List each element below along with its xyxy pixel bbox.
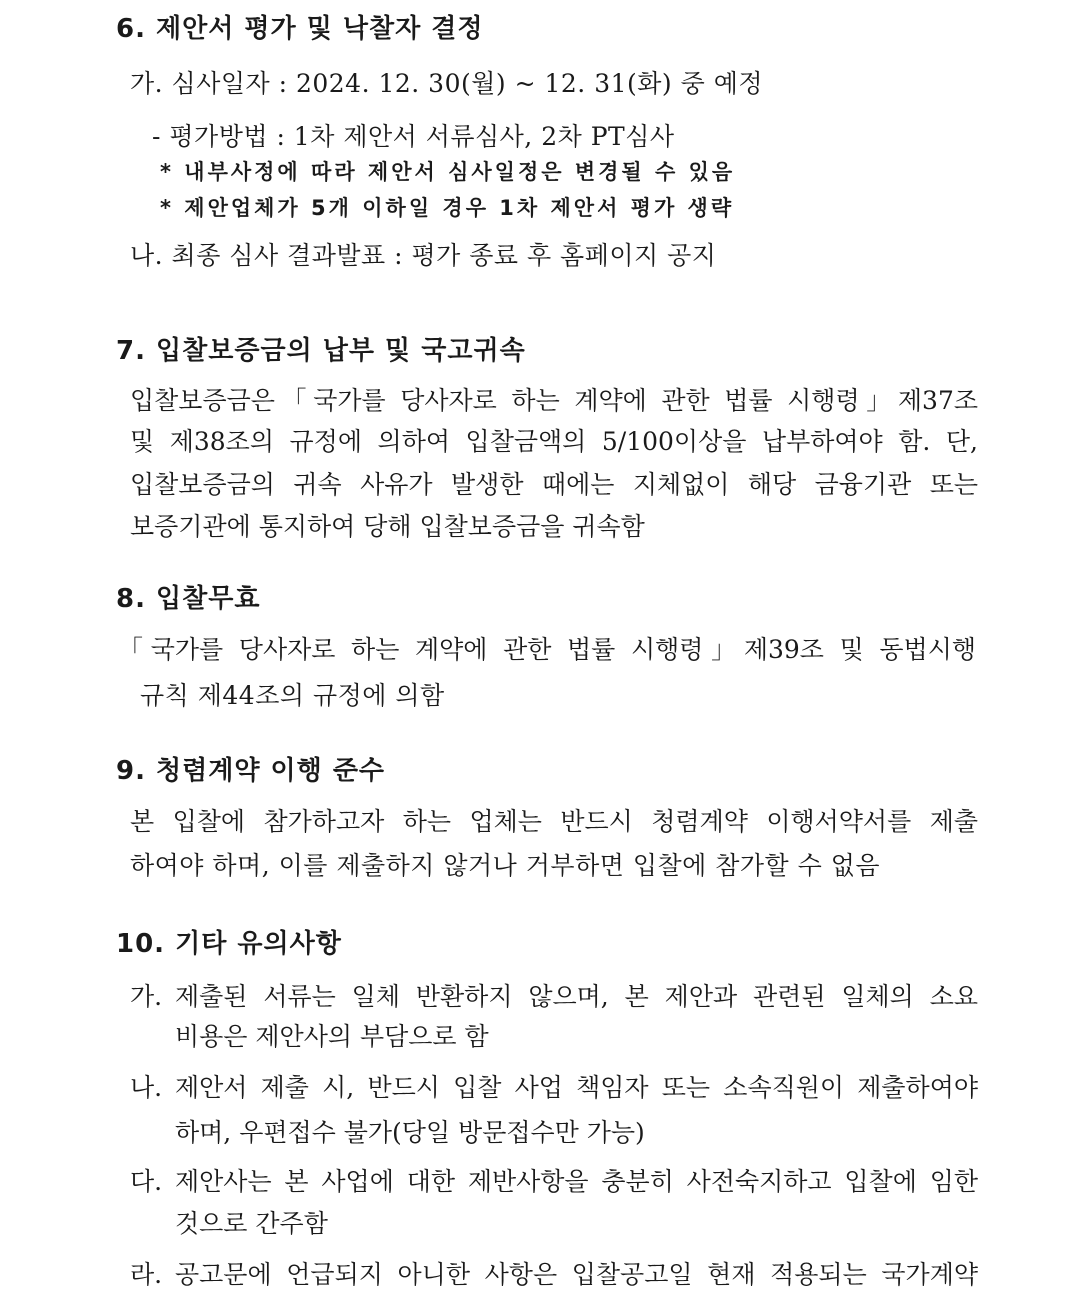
s7-paragraph-line: 및 제38조의 규정에 의하여 입찰금액의 5/100이상을 납부하여야 함. 단, (130, 427, 978, 456)
s7-paragraph-line: 입찰보증금은「국가를 당사자로 하는 계약에 관한 법률 시행령」제37조 (130, 386, 978, 415)
s6-note-1: * 내부사정에 따라 제안서 심사일정은 변경될 수 있음 (160, 160, 736, 184)
s10-item-line: 것으로 간주함 (175, 1209, 328, 1238)
s10-item-marker: 나. (130, 1073, 163, 1102)
s6-note-2: * 제안업체가 5개 이하일 경우 1차 제안서 평가 생략 (160, 196, 735, 220)
s6-item-b: 나. 최종 심사 결과발표 : 평가 종료 후 홈페이지 공지 (130, 241, 717, 270)
s10-item-marker: 다. (130, 1167, 163, 1196)
s7-paragraph-line: 보증기관에 통지하여 당해 입찰보증금을 귀속함 (130, 512, 645, 541)
s6-evaluation-method: - 평가방법 : 1차 제안서 서류심사, 2차 PT심사 (152, 122, 675, 151)
s6-item-a: 가. 심사일자 : 2024. 12. 30(월) ~ 12. 31(화) 중 예정 (130, 69, 764, 98)
s7-paragraph-line: 입찰보증금의 귀속 사유가 발생한 때에는 지체없이 해당 금융기관 또는 (130, 470, 978, 499)
s8-paragraph-line: 「국가를 당사자로 하는 계약에 관한 법률 시행령」제39조 및 동법시행 (118, 635, 976, 664)
s8-paragraph-line: 규칙 제44조의 규정에 의함 (140, 681, 445, 710)
s9-paragraph-line: 본 입찰에 참가하고자 하는 업체는 반드시 청렴계약 이행서약서를 제출 (130, 807, 978, 836)
section-9-heading: 9. 청렴계약 이행 준수 (116, 756, 386, 786)
s10-item-line: 공고문에 언급되지 아니한 사항은 입찰공고일 현재 적용되는 국가계약 (175, 1260, 978, 1289)
s10-item-line: 제안서 제출 시, 반드시 입찰 사업 책임자 또는 소속직원이 제출하여야 (175, 1073, 978, 1102)
s10-item-marker: 라. (130, 1260, 163, 1289)
section-10-heading: 10. 기타 유의사항 (116, 929, 342, 959)
section-7-heading: 7. 입찰보증금의 납부 및 국고귀속 (116, 336, 526, 366)
s10-item-line: 제안사는 본 사업에 대한 제반사항을 충분히 사전숙지하고 입찰에 임한 (175, 1167, 978, 1196)
section-8-heading: 8. 입찰무효 (116, 584, 261, 614)
s9-paragraph-line: 하여야 하며, 이를 제출하지 않거나 거부하면 입찰에 참가할 수 없음 (130, 851, 881, 880)
s10-item-line: 제출된 서류는 일체 반환하지 않으며, 본 제안과 관련된 일체의 소요 (175, 982, 978, 1011)
s10-item-line: 비용은 제안사의 부담으로 함 (175, 1022, 489, 1051)
s10-item-line: 하며, 우편접수 불가(당일 방문접수만 가능) (175, 1118, 645, 1147)
section-6-heading: 6. 제안서 평가 및 낙찰자 결정 (116, 14, 484, 44)
s10-item-marker: 가. (130, 982, 163, 1011)
